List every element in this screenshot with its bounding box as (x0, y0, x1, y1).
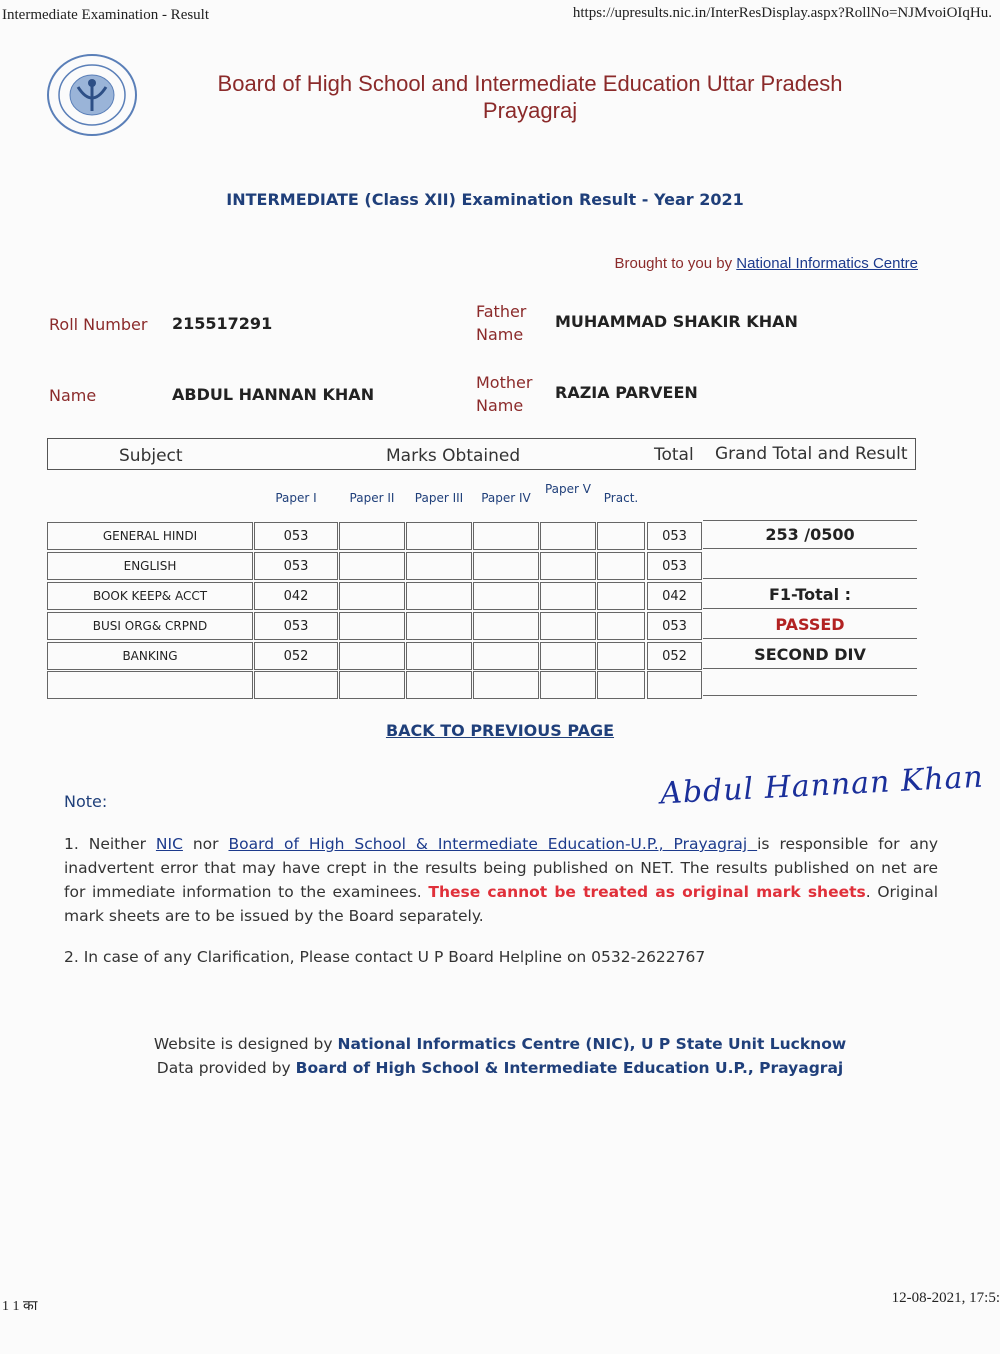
roll-number-value: 215517291 (172, 314, 273, 333)
table-cell-pr (597, 612, 645, 640)
table-cell-p3 (406, 642, 472, 670)
name-value: ABDUL HANNAN KHAN (172, 385, 375, 404)
mother-label-line2: Name (476, 396, 524, 415)
header-marks-obtained: Marks Obtained (386, 446, 521, 466)
f1-total-label: F1-Total : (768, 585, 852, 604)
table-cell-subject: BANKING (47, 642, 253, 670)
table-cell-total: 053 (647, 552, 702, 580)
table-cell-p3 (406, 552, 472, 580)
back-to-previous-link[interactable]: BACK TO PREVIOUS PAGE (385, 721, 615, 740)
data-provided-line (0, 1059, 1000, 1077)
table-cell-p2 (339, 612, 405, 640)
result-divider (703, 578, 917, 579)
table-cell-pr (597, 522, 645, 550)
subheader-paper-5: Paper V (544, 482, 591, 496)
board-title-line2: Prayagraj (482, 98, 578, 123)
result-divider (703, 548, 917, 549)
print-page-title: Intermediate Examination - Result (2, 7, 210, 23)
designed-by-line (0, 1035, 1000, 1053)
subheader-paper-4: Paper IV (481, 491, 531, 505)
header-total: Total (654, 445, 694, 465)
table-cell-p2 (339, 522, 405, 550)
exam-title: INTERMEDIATE (Class XII) Examination Result - Year 2021 (226, 190, 744, 209)
table-cell-p5 (540, 552, 596, 580)
father-name-label (476, 300, 526, 346)
mother-name-label (476, 371, 532, 417)
table-cell-p4 (473, 582, 539, 610)
table-cell-pr (597, 582, 645, 610)
father-label-line2: Name (476, 325, 524, 344)
table-cell-p1: 042 (254, 582, 338, 610)
table-cell-p3 (406, 582, 472, 610)
note-label: Note: (64, 792, 108, 811)
table-cell-p1: 053 (254, 552, 338, 580)
nic-note-link[interactable]: NIC (155, 835, 183, 853)
name-label: Name (49, 386, 97, 405)
designed-prefix: Website is designed by (153, 1035, 338, 1053)
data-prefix: Data provided by (156, 1059, 296, 1077)
table-cell-p5 (540, 582, 596, 610)
division-value: SECOND DIV (754, 645, 866, 664)
handwritten-signature: Abdul Hannan Khan (659, 759, 985, 812)
table-cell-p2 (339, 582, 405, 610)
table-cell-p3 (406, 671, 472, 699)
brought-prefix: Brought to you by (614, 255, 737, 272)
note1-end: . Original mark sheets are to be issued by the Board separately. (64, 883, 938, 925)
table-cell-p2 (339, 671, 405, 699)
print-datetime: 12-08-2021, 17:5: (891, 1290, 1000, 1306)
table-cell-p5 (540, 612, 596, 640)
table-cell-total (647, 671, 702, 699)
table-cell-total: 053 (647, 612, 702, 640)
board-title (170, 70, 890, 124)
print-page-number: 1 1 का (2, 1299, 38, 1314)
table-cell-p1 (254, 671, 338, 699)
subheader-paper-3: Paper III (414, 491, 464, 505)
table-cell-total: 053 (647, 522, 702, 550)
board-note-link[interactable]: Board of High School & Intermediate Education-U.P., Prayagraj (228, 835, 758, 853)
table-cell-subject: BOOK KEEP& ACCT (47, 582, 253, 610)
data-provider-org: Board of High School & Intermediate Education U.P., Prayagraj (295, 1059, 844, 1077)
table-cell-p4 (473, 671, 539, 699)
result-status: PASSED (775, 615, 845, 634)
father-name-value: MUHAMMAD SHAKIR KHAN (555, 312, 798, 331)
designed-by-org: National Informatics Centre (NIC), U P State Unit Lucknow (337, 1035, 847, 1053)
note1-mid: is responsible for any inadvertent error that may have crept in the results being published on NET. The results published on net are for immediate information to the examinees. (64, 835, 938, 901)
header-subject: Subject (119, 446, 183, 466)
header-grand-total: Grand Total and Result (715, 444, 908, 464)
table-cell-p3 (406, 522, 472, 550)
table-cell-p1: 052 (254, 642, 338, 670)
table-cell-p2 (339, 642, 405, 670)
result-divider (703, 638, 917, 639)
subheader-paper-2: Paper II (349, 491, 395, 505)
table-cell-p4 (473, 612, 539, 640)
table-cell-pr (597, 671, 645, 699)
subheader-paper-1: Paper I (275, 491, 317, 505)
table-cell-total: 042 (647, 582, 702, 610)
mother-label-line1: Mother (476, 373, 533, 392)
table-cell-subject: BUSI ORG& CRPND (47, 612, 253, 640)
table-cell-p4 (473, 552, 539, 580)
mother-name-value: RAZIA PARVEEN (555, 383, 698, 402)
board-logo-seal (46, 53, 138, 137)
table-cell-p1: 053 (254, 612, 338, 640)
table-cell-total: 052 (647, 642, 702, 670)
note-2: 2. In case of any Clarification, Please contact U P Board Helpline on 0532-2622767 (64, 948, 706, 966)
father-label-line1: Father (476, 302, 527, 321)
table-cell-p5 (540, 671, 596, 699)
result-divider (703, 695, 917, 696)
table-cell-pr (597, 642, 645, 670)
result-divider (703, 520, 917, 521)
table-cell-pr (597, 552, 645, 580)
nic-link[interactable]: National Informatics Centre (736, 255, 918, 272)
table-cell-p5 (540, 642, 596, 670)
result-divider (703, 608, 917, 609)
note1-nor: nor (182, 835, 229, 853)
note1-warning: These cannot be treated as original mark sheets (428, 883, 866, 901)
table-cell-p4 (473, 642, 539, 670)
brought-by (615, 255, 919, 272)
roll-number-label: Roll Number (49, 315, 148, 334)
table-cell-p1: 053 (254, 522, 338, 550)
subheader-practical: Pract. (603, 491, 639, 505)
note1-pre: 1. Neither (64, 835, 156, 853)
table-cell-subject: ENGLISH (47, 552, 253, 580)
print-page-url: https://upresults.nic.in/InterResDisplay.aspx?RollNo=NJMvoiOIqHu. (572, 5, 992, 21)
grand-total-value: 253 /0500 (765, 525, 855, 544)
table-cell-subject (47, 671, 253, 699)
result-divider (703, 668, 917, 669)
table-cell-p2 (339, 552, 405, 580)
table-cell-p5 (540, 522, 596, 550)
table-cell-subject: GENERAL HINDI (47, 522, 253, 550)
table-cell-p3 (406, 612, 472, 640)
board-title-line1: Board of High School and Intermediate Education Uttar Pradesh (217, 71, 843, 96)
note-1 (64, 832, 938, 928)
table-cell-p4 (473, 522, 539, 550)
